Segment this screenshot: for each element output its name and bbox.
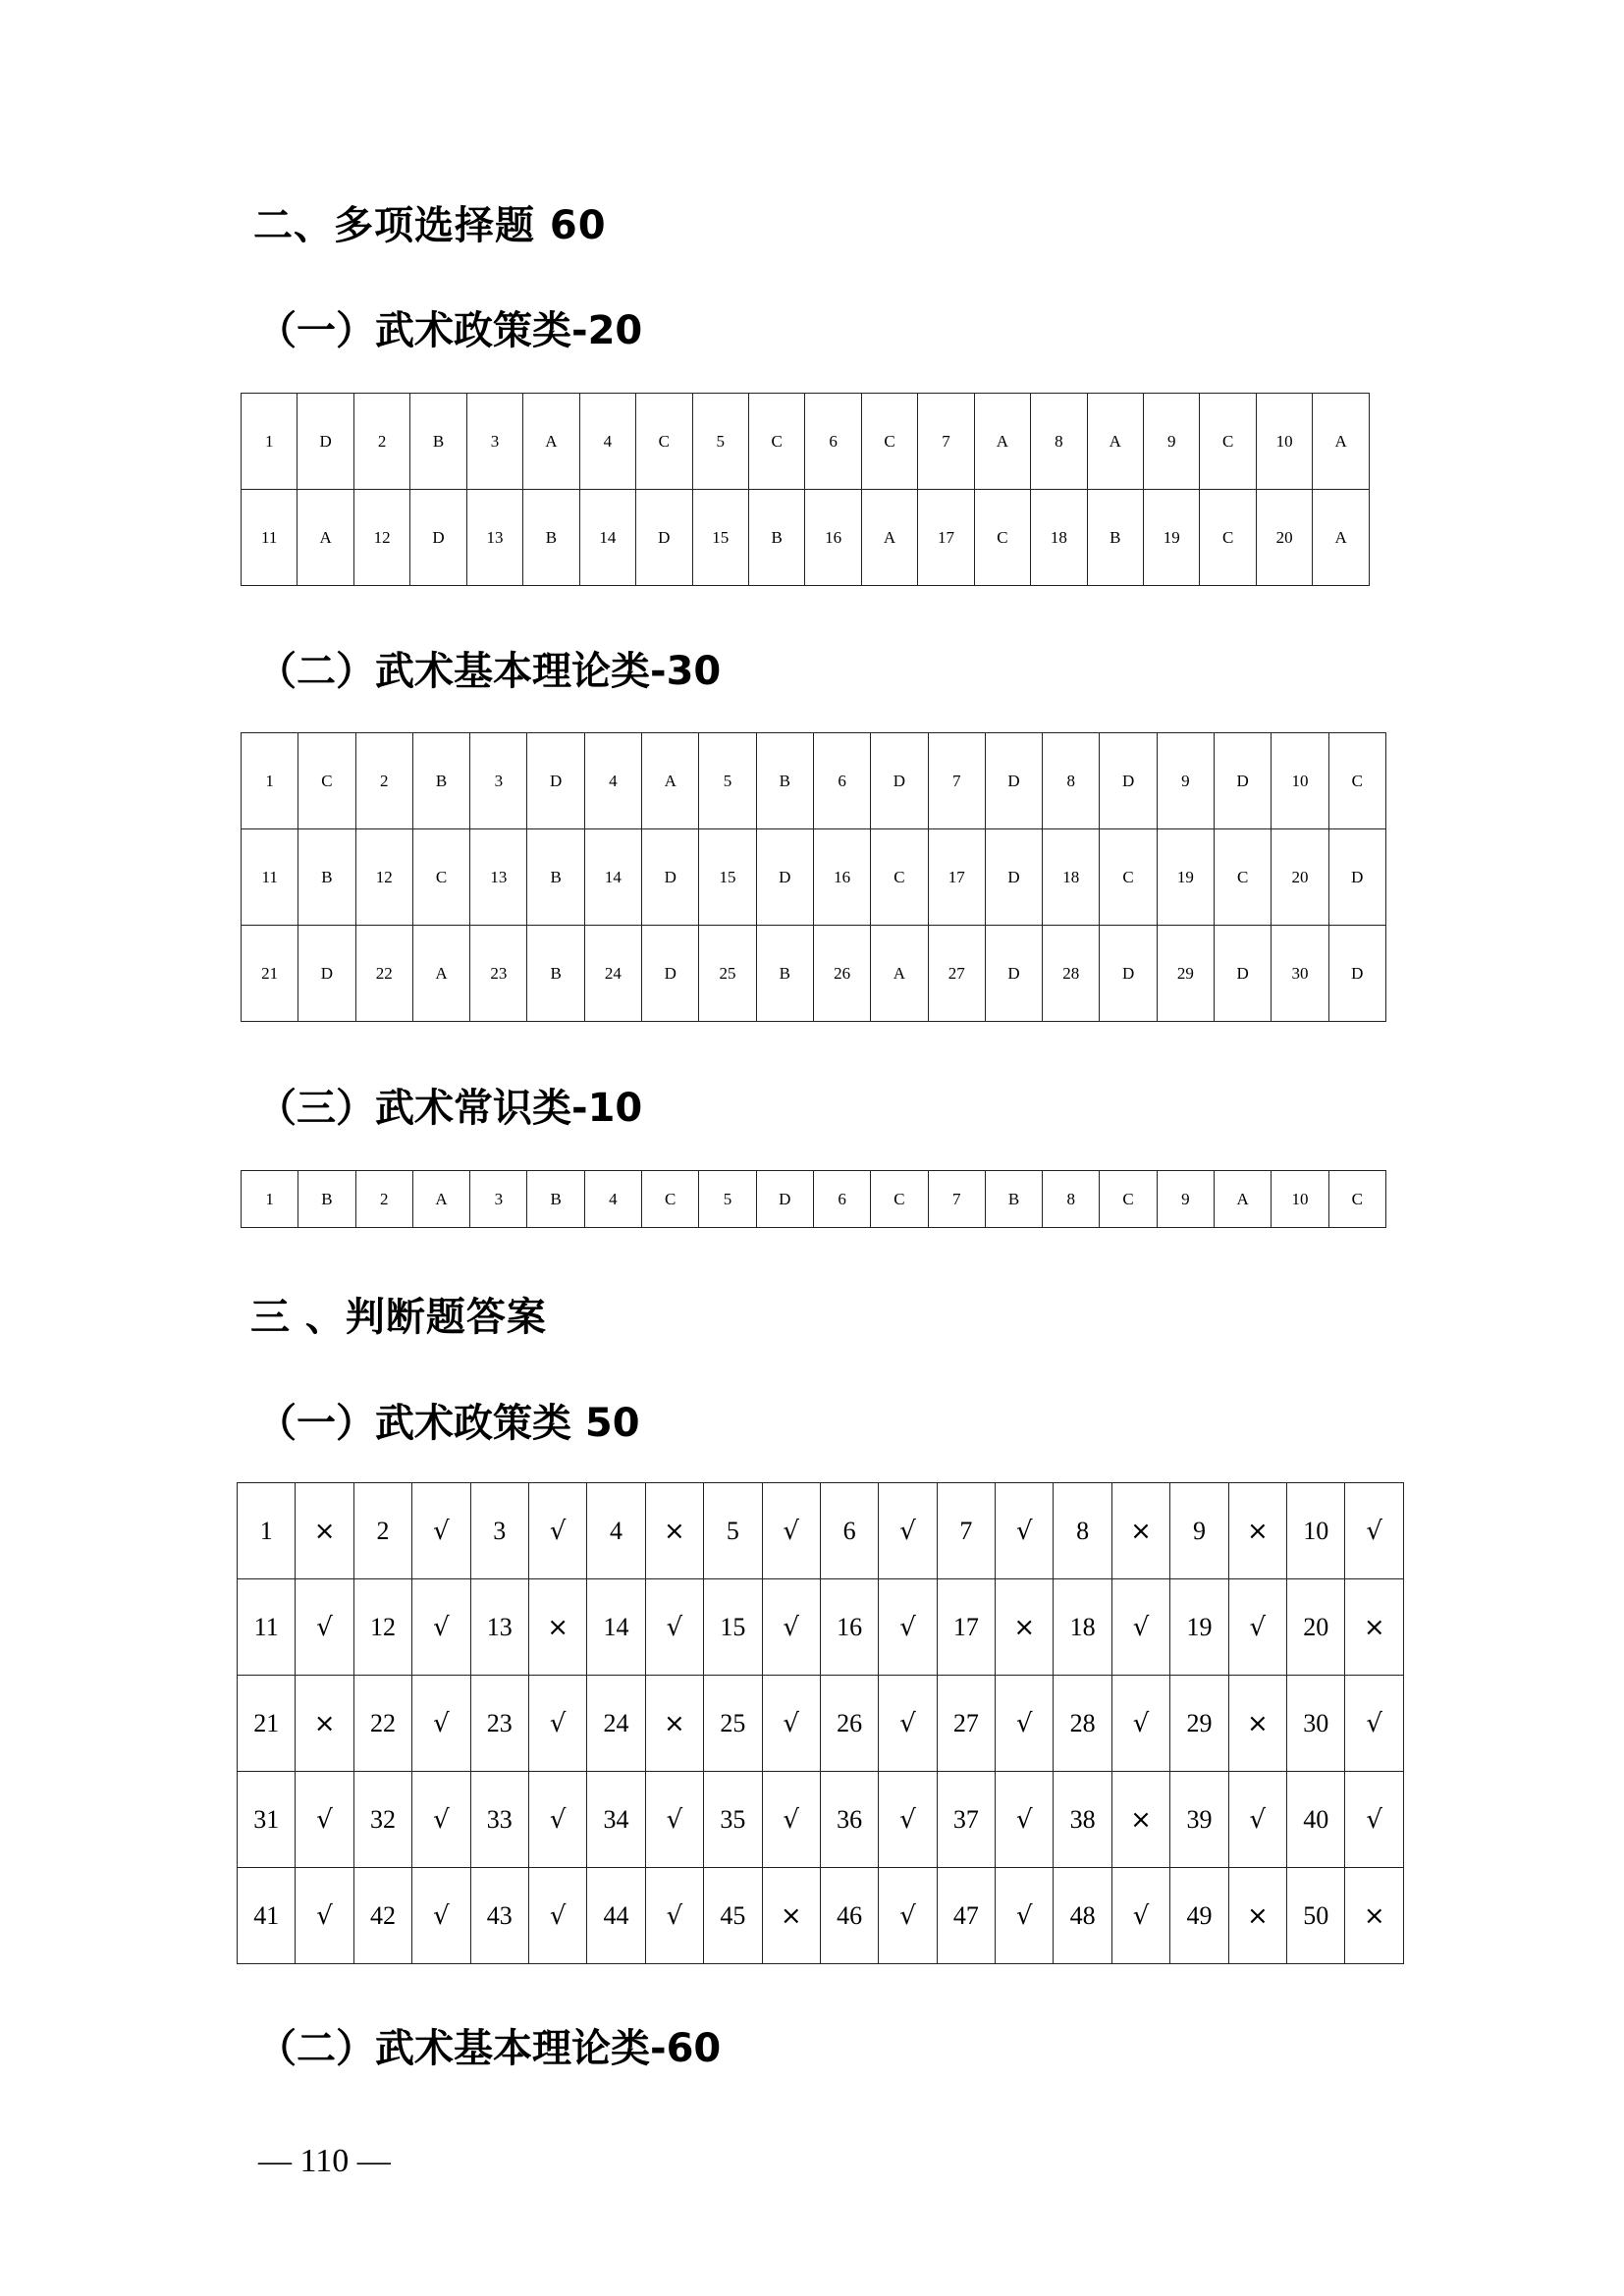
answer-cell: D (410, 490, 466, 586)
question-number-cell: 23 (470, 1676, 528, 1772)
answer-cell: D (985, 926, 1042, 1022)
question-number-cell: 29 (1170, 1676, 1228, 1772)
question-number-cell: 2 (355, 733, 412, 829)
question-number-cell: 9 (1157, 733, 1214, 829)
answer-cell: × (645, 1483, 703, 1579)
question-number-cell: 45 (704, 1868, 762, 1964)
answer-cell: C (412, 829, 469, 926)
answer-cell: A (523, 394, 579, 490)
question-number-cell: 5 (699, 1171, 756, 1228)
table-true-false (237, 1482, 1404, 1964)
question-number-cell: 28 (1043, 926, 1100, 1022)
table-row (242, 829, 1386, 926)
question-number-cell: 33 (470, 1772, 528, 1868)
answer-cell: C (1100, 1171, 1157, 1228)
question-number-cell: 26 (813, 926, 870, 1022)
answer-cell: D (1215, 926, 1272, 1022)
answer-cell: D (298, 394, 353, 490)
question-number-cell: 28 (1054, 1676, 1111, 1772)
answer-cell: B (412, 733, 469, 829)
answer-cell: C (1200, 394, 1256, 490)
question-number-cell: 36 (820, 1772, 878, 1868)
answer-cell: A (1215, 1171, 1272, 1228)
question-number-cell: 19 (1157, 829, 1214, 926)
table-row (242, 733, 1386, 829)
question-number-cell: 5 (704, 1483, 762, 1579)
answer-cell: B (527, 1171, 584, 1228)
question-number-cell: 11 (242, 829, 298, 926)
answer-cell: B (748, 490, 804, 586)
question-number-cell: 29 (1157, 926, 1214, 1022)
question-number-cell: 44 (587, 1868, 645, 1964)
answer-cell: √ (879, 1483, 937, 1579)
answer-cell: × (996, 1579, 1054, 1676)
answer-cell: C (1215, 829, 1272, 926)
sub-common-title: （三）武术常识类-10 (257, 1086, 643, 1131)
sub-policy-title: （一）武术政策类-20 (257, 308, 643, 353)
question-number-cell: 19 (1144, 490, 1200, 586)
question-number-cell: 24 (584, 926, 641, 1022)
answer-cell: √ (528, 1772, 586, 1868)
answer-cell: C (1328, 1171, 1385, 1228)
question-number-cell: 1 (238, 1483, 296, 1579)
question-number-cell: 5 (699, 733, 756, 829)
question-number-cell: 10 (1256, 394, 1312, 490)
question-number-cell: 4 (584, 1171, 641, 1228)
question-number-cell: 9 (1157, 1171, 1214, 1228)
answer-cell: B (527, 829, 584, 926)
answer-cell: √ (879, 1868, 937, 1964)
question-number-cell: 7 (928, 1171, 985, 1228)
question-number-cell: 41 (238, 1868, 296, 1964)
question-number-cell: 25 (699, 926, 756, 1022)
question-number-cell: 10 (1287, 1483, 1345, 1579)
answer-cell: √ (645, 1579, 703, 1676)
answer-cell: D (1100, 733, 1157, 829)
answer-cell: B (410, 394, 466, 490)
answer-cell: C (298, 733, 355, 829)
answer-cell: √ (1228, 1772, 1286, 1868)
answer-cell: B (527, 926, 584, 1022)
question-number-cell: 20 (1272, 829, 1328, 926)
question-number-cell: 22 (353, 1676, 411, 1772)
question-number-cell: 38 (1054, 1772, 1111, 1868)
question-number-cell: 48 (1054, 1868, 1111, 1964)
question-number-cell: 5 (692, 394, 748, 490)
answer-cell: A (642, 733, 699, 829)
answer-cell: A (861, 490, 917, 586)
question-number-cell: 49 (1170, 1868, 1228, 1964)
answer-cell: √ (412, 1579, 470, 1676)
question-number-cell: 34 (587, 1772, 645, 1868)
answer-cell: C (1100, 829, 1157, 926)
question-number-cell: 25 (704, 1676, 762, 1772)
answer-cell: √ (1111, 1868, 1169, 1964)
answer-cell: × (1228, 1676, 1286, 1772)
answer-cell: √ (1345, 1772, 1404, 1868)
answer-cell: √ (879, 1676, 937, 1772)
answer-cell: √ (762, 1579, 820, 1676)
question-number-cell: 4 (587, 1483, 645, 1579)
question-number-cell: 27 (937, 1676, 995, 1772)
question-number-cell: 18 (1031, 490, 1087, 586)
table-row (242, 490, 1370, 586)
table-row (238, 1483, 1404, 1579)
question-number-cell: 26 (820, 1676, 878, 1772)
answer-cell: × (645, 1676, 703, 1772)
answer-cell: √ (996, 1676, 1054, 1772)
answer-cell: B (298, 1171, 355, 1228)
question-number-cell: 1 (242, 1171, 298, 1228)
question-number-cell: 10 (1272, 1171, 1328, 1228)
question-number-cell: 43 (470, 1868, 528, 1964)
question-number-cell: 9 (1170, 1483, 1228, 1579)
answer-cell: B (523, 490, 579, 586)
sub-tf-policy-title: （一）武术政策类 50 (257, 1401, 640, 1446)
question-number-cell: 14 (584, 829, 641, 926)
answer-cell: C (861, 394, 917, 490)
answer-cell: D (298, 926, 355, 1022)
table-row (238, 1868, 1404, 1964)
answer-cell: × (1345, 1579, 1404, 1676)
question-number-cell: 19 (1170, 1579, 1228, 1676)
question-number-cell: 17 (928, 829, 985, 926)
answer-cell: C (748, 394, 804, 490)
table-row (242, 394, 1370, 490)
section-three-title: 三 、判断题答案 (250, 1295, 547, 1340)
question-number-cell: 15 (704, 1579, 762, 1676)
answer-cell: D (756, 829, 813, 926)
answer-cell: D (756, 1171, 813, 1228)
question-number-cell: 21 (238, 1676, 296, 1772)
question-number-cell: 1 (242, 394, 298, 490)
question-number-cell: 7 (928, 733, 985, 829)
question-number-cell: 7 (937, 1483, 995, 1579)
answer-cell: D (527, 733, 584, 829)
question-number-cell: 12 (355, 829, 412, 926)
question-number-cell: 9 (1144, 394, 1200, 490)
answer-cell: √ (879, 1772, 937, 1868)
answer-cell: √ (1345, 1676, 1404, 1772)
table-row (242, 926, 1386, 1022)
question-number-cell: 6 (813, 733, 870, 829)
question-number-cell: 10 (1272, 733, 1328, 829)
answer-cell: √ (762, 1676, 820, 1772)
table-row (242, 1171, 1386, 1228)
answer-cell: B (756, 733, 813, 829)
answer-cell: B (298, 829, 355, 926)
question-number-cell: 15 (692, 490, 748, 586)
question-number-cell: 17 (918, 490, 974, 586)
answer-cell: A (1313, 394, 1370, 490)
question-number-cell: 12 (353, 490, 409, 586)
answer-cell: D (642, 926, 699, 1022)
answer-cell: A (871, 926, 928, 1022)
question-number-cell: 18 (1043, 829, 1100, 926)
answer-cell: A (412, 926, 469, 1022)
question-number-cell: 14 (579, 490, 635, 586)
answer-cell: × (528, 1579, 586, 1676)
question-number-cell: 16 (820, 1579, 878, 1676)
question-number-cell: 50 (1287, 1868, 1345, 1964)
answer-cell: √ (996, 1868, 1054, 1964)
question-number-cell: 3 (470, 1483, 528, 1579)
question-number-cell: 12 (353, 1579, 411, 1676)
answer-cell: D (642, 829, 699, 926)
question-number-cell: 31 (238, 1772, 296, 1868)
question-number-cell: 18 (1054, 1579, 1111, 1676)
sub-tf-theory-title: （二）武术基本理论类-60 (257, 2026, 722, 2071)
answer-cell: D (1100, 926, 1157, 1022)
question-number-cell: 16 (813, 829, 870, 926)
answer-cell: √ (762, 1483, 820, 1579)
question-number-cell: 8 (1043, 1171, 1100, 1228)
table-policy (241, 393, 1370, 586)
question-number-cell: 3 (466, 394, 522, 490)
question-number-cell: 17 (937, 1579, 995, 1676)
question-number-cell: 42 (353, 1868, 411, 1964)
question-number-cell: 30 (1287, 1676, 1345, 1772)
question-number-cell: 46 (820, 1868, 878, 1964)
table-theory (241, 732, 1386, 1022)
question-number-cell: 39 (1170, 1772, 1228, 1868)
question-number-cell: 7 (918, 394, 974, 490)
answer-cell: C (642, 1171, 699, 1228)
question-number-cell: 15 (699, 829, 756, 926)
answer-cell: √ (1345, 1483, 1404, 1579)
answer-cell: D (636, 490, 692, 586)
answer-cell: √ (879, 1579, 937, 1676)
question-number-cell: 2 (353, 1483, 411, 1579)
answer-cell: √ (412, 1772, 470, 1868)
question-number-cell: 3 (470, 733, 527, 829)
question-number-cell: 6 (813, 1171, 870, 1228)
answer-cell: √ (528, 1868, 586, 1964)
question-number-cell: 20 (1256, 490, 1312, 586)
table-common (241, 1170, 1386, 1228)
answer-cell: √ (1111, 1676, 1169, 1772)
question-number-cell: 8 (1054, 1483, 1111, 1579)
question-number-cell: 22 (355, 926, 412, 1022)
table-row (238, 1772, 1404, 1868)
answer-cell: D (871, 733, 928, 829)
answer-cell: × (296, 1676, 353, 1772)
question-number-cell: 21 (242, 926, 298, 1022)
answer-cell: √ (296, 1772, 353, 1868)
answer-cell: A (1313, 490, 1370, 586)
question-number-cell: 32 (353, 1772, 411, 1868)
answer-cell: C (1200, 490, 1256, 586)
answer-cell: A (1087, 394, 1143, 490)
answer-cell: √ (996, 1483, 1054, 1579)
question-number-cell: 8 (1031, 394, 1087, 490)
question-number-cell: 37 (937, 1772, 995, 1868)
question-number-cell: 35 (704, 1772, 762, 1868)
answer-cell: √ (528, 1676, 586, 1772)
answer-cell: √ (296, 1579, 353, 1676)
answer-cell: D (985, 733, 1042, 829)
answer-cell: √ (296, 1868, 353, 1964)
question-number-cell: 47 (937, 1868, 995, 1964)
answer-cell: C (636, 394, 692, 490)
page-number: — 110 — (258, 2143, 391, 2179)
answer-cell: C (871, 1171, 928, 1228)
answer-cell: √ (645, 1772, 703, 1868)
question-number-cell: 8 (1043, 733, 1100, 829)
answer-cell: × (762, 1868, 820, 1964)
answer-cell: √ (645, 1868, 703, 1964)
answer-cell: D (1328, 829, 1385, 926)
question-number-cell: 2 (353, 394, 409, 490)
table-row (238, 1579, 1404, 1676)
question-number-cell: 4 (584, 733, 641, 829)
answer-cell: D (985, 829, 1042, 926)
question-number-cell: 13 (466, 490, 522, 586)
answer-cell: √ (528, 1483, 586, 1579)
question-number-cell: 30 (1272, 926, 1328, 1022)
question-number-cell: 11 (242, 490, 298, 586)
answer-cell: B (1087, 490, 1143, 586)
answer-cell: B (756, 926, 813, 1022)
question-number-cell: 11 (238, 1579, 296, 1676)
question-number-cell: 13 (470, 1579, 528, 1676)
answer-cell: D (1328, 926, 1385, 1022)
answer-cell: √ (996, 1772, 1054, 1868)
answer-cell: D (1215, 733, 1272, 829)
answer-cell: √ (762, 1772, 820, 1868)
question-number-cell: 4 (579, 394, 635, 490)
question-number-cell: 27 (928, 926, 985, 1022)
answer-cell: C (871, 829, 928, 926)
answer-cell: C (1328, 733, 1385, 829)
answer-cell: × (1345, 1868, 1404, 1964)
answer-cell: A (974, 394, 1030, 490)
question-number-cell: 3 (470, 1171, 527, 1228)
answer-cell: √ (1111, 1579, 1169, 1676)
question-number-cell: 20 (1287, 1579, 1345, 1676)
answer-cell: √ (412, 1483, 470, 1579)
question-number-cell: 1 (242, 733, 298, 829)
answer-cell: × (1228, 1868, 1286, 1964)
answer-cell: × (1111, 1483, 1169, 1579)
answer-cell: × (296, 1483, 353, 1579)
question-number-cell: 2 (355, 1171, 412, 1228)
answer-cell: × (1228, 1483, 1286, 1579)
answer-cell: × (1111, 1772, 1169, 1868)
answer-cell: A (412, 1171, 469, 1228)
question-number-cell: 23 (470, 926, 527, 1022)
sub-theory-title: （二）武术基本理论类-30 (257, 649, 722, 694)
question-number-cell: 6 (805, 394, 861, 490)
question-number-cell: 13 (470, 829, 527, 926)
answer-cell: C (974, 490, 1030, 586)
table-row (238, 1676, 1404, 1772)
section-two-title: 二、多项选择题 60 (253, 203, 607, 248)
question-number-cell: 6 (820, 1483, 878, 1579)
answer-cell: √ (412, 1868, 470, 1964)
answer-cell: A (298, 490, 353, 586)
question-number-cell: 16 (805, 490, 861, 586)
answer-cell: √ (1228, 1579, 1286, 1676)
question-number-cell: 40 (1287, 1772, 1345, 1868)
answer-cell: B (985, 1171, 1042, 1228)
question-number-cell: 14 (587, 1579, 645, 1676)
answer-cell: √ (412, 1676, 470, 1772)
question-number-cell: 24 (587, 1676, 645, 1772)
